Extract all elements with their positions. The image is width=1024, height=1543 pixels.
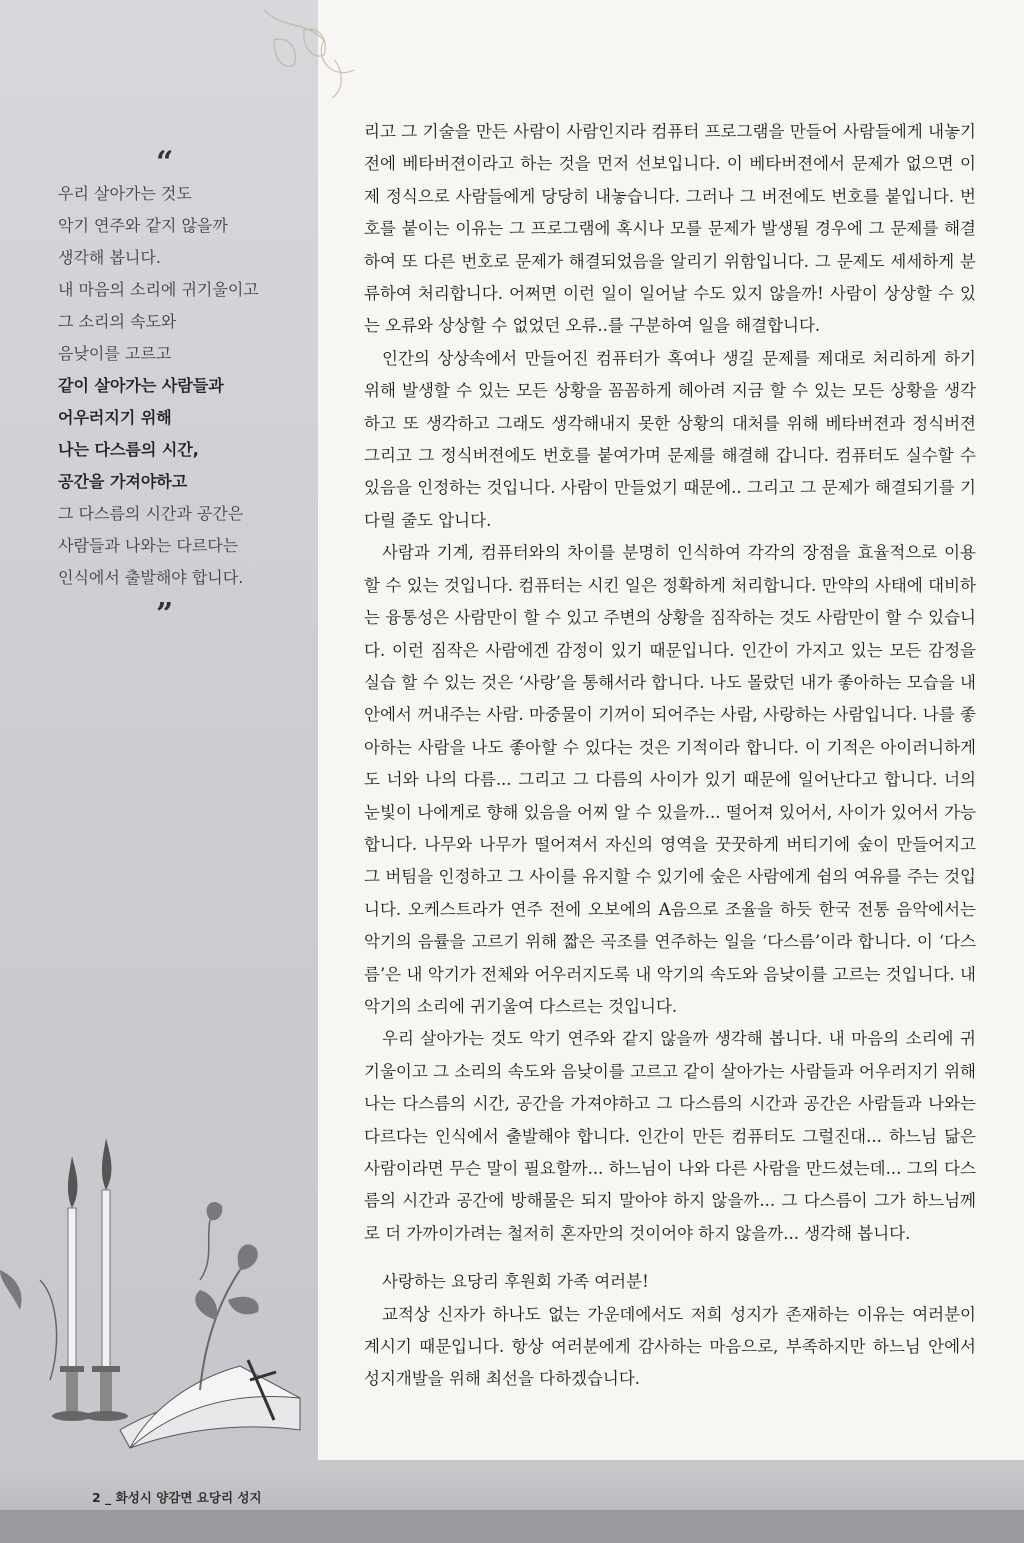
- pull-quote-line: 사람들과 나와는 다르다는: [58, 536, 239, 555]
- flower-decoration-icon: [244, 0, 364, 110]
- article-paragraph: 인간의 상상속에서 만들어진 컴퓨터가 혹여나 생길 문제를 제대로 처리하게 하기 위해 발생할 수 있는 모든 상황을 꼼꼼하게 헤아려 지금 할 수 있는 모든 상황을 생각하고 또 생각하고 그래도 생각해내지 못한 상황의 대처를 위해 베타버젼과 정식버젼 그리고 그 정식버젼에도 번호를 붙여가며 문제를 해결해 갑니다. 컴퓨터도 실수할 수 있음을 인정하는 것입니다. 사람이 만들었기 때문에.. 그리고 그 문제가 해결되기를 기다릴 줄도 압니다.: [364, 348, 976, 530]
- open-quote-mark: “: [156, 145, 174, 180]
- pull-quote-line: 어우러지기 위해: [58, 408, 172, 427]
- article-greeting: 사랑하는 요당리 후원회 가족 여러분!: [382, 1272, 649, 1292]
- pull-quote-line: 인식에서 출발해야 합니다.: [58, 568, 244, 587]
- pull-quote-line: 공간을 가져야하고: [58, 472, 188, 491]
- pull-quote-line: 내 마음의 소리에 귀기울이고: [58, 280, 259, 299]
- pull-quote-line: 그 다스름의 시간과 공간은: [58, 504, 244, 523]
- close-quote-mark: ”: [156, 597, 174, 632]
- candle-icon: [84, 1138, 128, 1421]
- article-body: [364, 116, 976, 1396]
- candles-and-bible-illustration: [0, 1130, 318, 1460]
- pull-quote-line: 악기 연주와 같지 않을까: [58, 216, 228, 235]
- pull-quote-line: 음낮이를 고르고: [58, 344, 172, 363]
- flower-branch-icon: [0, 1202, 259, 1390]
- pull-quote-line: 같이 살아가는 사람들과: [58, 376, 224, 395]
- article-paragraph: 우리 살아가는 것도 악기 연주와 같지 않을까 생각해 봅니다. 내 마음의 소리에 귀기울이고 그 소리의 속도와 음낮이를 고르고 같이 살아가는 사람들과 어우러지기 위해 나는 다스름의 시간, 공간을 가져야하고 그 다스름의 시간과 공간은 사람들과 나와는 다르다는 인식에서 출발해야 합니다. 인간이 만든 컴퓨터도 그럴진대... 하느님 닮은 사람이라면 무슨 말이 필요할까... 하느님이 나와 다른 사람을 만드셨는데... 그의 다스름의 시간과 공간에 방해물은 되지 말아야 하지 않을까... 그 다스름이 그가 하느님께로 더 가까이가려는 철저히 혼자만의 것이어야 하지 않을까... 생각해 봅니다.: [364, 1029, 976, 1243]
- pull-quote-line: 그 소리의 속도와: [58, 312, 177, 331]
- article-paragraph: 리고 그 기술을 만든 사람이 사람인지라 컴퓨터 프로그램을 만들어 사람들에게 내놓기 전에 베타버젼이라고 하는 것을 먼저 선보입니다. 이 베타버젼에서 문제가 없으면 이제 정식으로 사람들에게 당당히 내놓습니다. 그러나 그 버전에도 번호를 붙입니다. 번호를 붙이는 이유는 그 프로그램에 혹시나 모를 문제가 발생될 경우에 그 문제를 해결하여 또 다른 번호로 문제가 해결되었음을 알리기 위함입니다. 그 문제도 세세하게 분류하여 처리합니다. 어쩌면 이런 일이 일어날 수도 있지 않을까! 사람이 상상할 수 있는 오류와 상상할 수 없었던 오류..를 구분하여 일을 해결합니다.: [364, 122, 976, 336]
- pull-quote-line: 나는 다스름의 시간,: [58, 440, 199, 459]
- page-bottom-edge: [0, 1510, 1024, 1543]
- pull-quote-line: 생각해 봅니다.: [58, 248, 161, 267]
- book-icon: [120, 1360, 300, 1448]
- article-paragraph: 교적상 신자가 하나도 없는 가운데에서도 저희 성지가 존재하는 이유는 여러분이 계시기 때문입니다. 항상 여러분에게 감사하는 마음으로, 부족하지만 하느님 안에서 성지개발을 위해 최선을 다하겠습니다.: [364, 1304, 976, 1389]
- article-paragraph: 사람과 기계, 컴퓨터와의 차이를 분명히 인식하여 각각의 장점을 효율적으로 이용할 수 있는 것입니다. 컴퓨터는 시킨 일은 정확하게 처리합니다. 만약의 사태에 대비하는 융통성은 사람만이 할 수 있고 주변의 상황을 짐작하는 것도 사람만이 할 수 있습니다. 이런 짐작은 사람에겐 감정이 있기 때문입니다. 인간이 가지고 있는 모든 감정을 실습 할 수 있는 것은 ‘사랑’을 통해서라 합니다. 나도 몰랐던 내가 좋아하는 모습을 내 안에서 꺼내주는 사람. 마중물이 기꺼이 되어주는 사람, 사랑하는 사람입니다. 나를 좋아하는 사람을 나도 좋아할 수 있다는 것은 기적이라 합니다. 이 기적은 아이러니하게도 너와 나의 다름... 그리고 그 다름의 사이가 있기 때문에 일어난다고 합니다. 너의 눈빛이 나에게로 향해 있음을 어찌 알 수 있을까... 떨어져 있어서, 사이가 있어서 가능합니다. 나무와 나무가 떨어져서 자신의 영역을 꿋꿋하게 버티기에 숲이 만들어지고 그 버팀을 인정하고 그 사이를 유지할 수 있기에 숲은 사람에게 쉼의 여유를 주는 것입니다. 오케스트라가 연주 전에 오보에의 A음으로 조율을 하듯 한국 전통 음악에서는 악기의 음률을 고르기 위해 짧은 곡조를 연주하는 일을 ‘다스름’이라 합니다. 이 ‘다스름’은 내 악기가 전체와 어우러지도록 내 악기의 속도와 음낮이를 고르는 것입니다. 내 악기의 소리에 귀기울여 다스르는 것입니다.: [364, 543, 976, 1016]
- pull-quote-lines: [58, 178, 308, 594]
- pull-quote-line: 우리 살아가는 것도: [58, 184, 192, 203]
- page-label: 2 _ 화성시 양감면 요당리 성지: [92, 1490, 262, 1505]
- candle-icon: [52, 1156, 92, 1421]
- pull-quote: [58, 145, 308, 632]
